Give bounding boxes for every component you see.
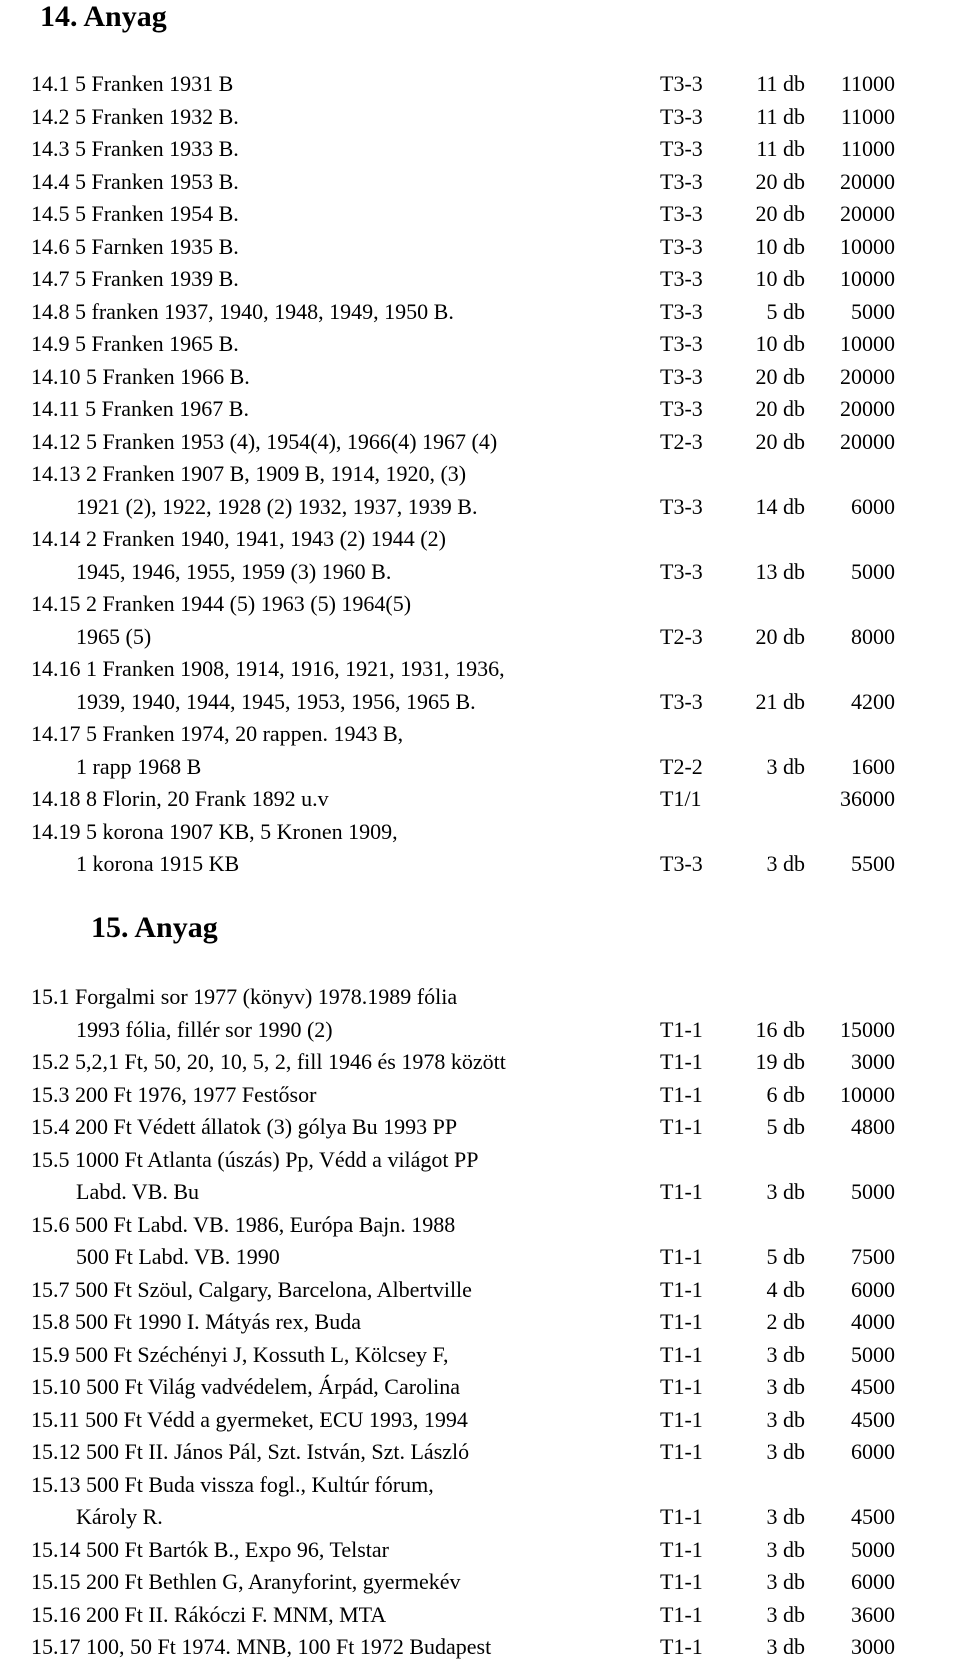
item-price: 4500 (851, 1374, 895, 1399)
item-description-continued: 1921 (2), 1922, 1928 (2) 1932, 1937, 1939 B. (76, 493, 478, 519)
list-item (0, 1274, 960, 1307)
item-price: 11000 (840, 136, 895, 161)
item-price: 4200 (851, 688, 895, 714)
item-price: 20000 (840, 168, 895, 194)
item-grade: T3-3 (660, 266, 703, 291)
item-description-continued: 1945, 1946, 1955, 1959 (3) 1960 B. (76, 558, 392, 584)
list-item (0, 653, 960, 718)
entry-line (0, 426, 960, 459)
item-description: 15.3 200 Ft 1976, 1977 Festősor (31, 1081, 317, 1107)
item-grade: T1-1 (660, 1081, 703, 1107)
item-price: 5000 (851, 558, 895, 584)
list-item (0, 1144, 960, 1209)
entry-line (0, 1469, 960, 1502)
entry-line (0, 1014, 960, 1047)
item-description: 14.18 8 Florin, 20 Frank 1892 u.v (31, 786, 329, 811)
item-quantity: 3 db (766, 1439, 805, 1464)
item-description: 15.11 500 Ft Védd a gyermeket, ECU 1993, 1994 (31, 1406, 468, 1432)
item-quantity: 10 db (755, 331, 805, 356)
item-price: 6000 (851, 1569, 895, 1594)
item-description-continued: 500 Ft Labd. VB. 1990 (76, 1244, 280, 1269)
item-price: 11000 (840, 71, 895, 96)
item-grade: T1-1 (660, 1341, 703, 1367)
item-grade: T1-1 (660, 1244, 703, 1269)
entry-line (0, 1306, 960, 1339)
item-quantity: 4 db (766, 1276, 805, 1302)
item-grade: T1-1 (660, 1309, 703, 1334)
item-quantity: 2 db (766, 1309, 805, 1334)
item-grade: T3-3 (660, 363, 703, 389)
entry-line (0, 718, 960, 751)
item-quantity: 5 db (766, 298, 805, 324)
item-description: 14.8 5 franken 1937, 1940, 1948, 1949, 1950 B. (31, 298, 454, 324)
item-description: 15.17 100, 50 Ft 1974. MNB, 100 Ft 1972 Budapest (31, 1634, 492, 1659)
item-price: 4500 (851, 1406, 895, 1432)
entry-line (0, 1534, 960, 1567)
item-quantity: 6 db (766, 1081, 805, 1107)
item-description: 15.9 500 Ft Széchényi J, Kossuth L, Kölcsey F, (31, 1341, 449, 1367)
list-item (0, 816, 960, 881)
item-grade: T3-3 (660, 168, 703, 194)
entry-line (0, 1599, 960, 1632)
item-quantity: 3 db (766, 753, 805, 779)
item-description: 14.12 5 Franken 1953 (4), 1954(4), 1966(4) 1967 (4) (31, 428, 498, 454)
list-item (0, 1046, 960, 1079)
entry-line (0, 393, 960, 426)
item-quantity: 14 db (755, 493, 805, 519)
entry-line (0, 328, 960, 361)
item-description: 14.10 5 Franken 1966 B. (31, 363, 250, 389)
entry-line (0, 1436, 960, 1469)
item-grade: T1-1 (660, 1504, 703, 1529)
entry-line (0, 556, 960, 589)
item-quantity: 3 db (766, 1341, 805, 1367)
item-quantity: 10 db (755, 233, 805, 259)
list-item (0, 1566, 960, 1599)
item-description: 15.15 200 Ft Bethlen G, Aranyforint, gyermekév (31, 1569, 461, 1594)
section-14-list (0, 68, 960, 881)
list-item (0, 68, 960, 101)
item-price: 8000 (851, 623, 895, 649)
item-grade: T1-1 (660, 1276, 703, 1302)
item-price: 7500 (851, 1244, 895, 1269)
item-quantity: 11 db (756, 71, 805, 96)
item-description-continued: Károly R. (76, 1504, 163, 1529)
entry-line (0, 981, 960, 1014)
entry-line (0, 491, 960, 524)
item-quantity: 3 db (766, 1406, 805, 1432)
entry-line (0, 133, 960, 166)
entry-line (0, 231, 960, 264)
item-description: 15.4 200 Ft Védett állatok (3) gólya Bu 1993 PP (31, 1114, 458, 1139)
list-item (0, 263, 960, 296)
item-grade: T1-1 (660, 1601, 703, 1627)
item-price: 10000 (840, 1081, 895, 1107)
entry-line (0, 198, 960, 231)
item-grade: T1-1 (660, 1406, 703, 1432)
list-item (0, 1631, 960, 1664)
item-price: 5000 (851, 1341, 895, 1367)
item-quantity: 11 db (756, 136, 805, 161)
item-price: 1600 (851, 753, 895, 779)
item-description: 15.1 Forgalmi sor 1977 (könyv) 1978.1989 fólia (31, 984, 458, 1009)
item-description-continued: 1965 (5) (76, 623, 152, 649)
item-description: 15.13 500 Ft Buda vissza fogl., Kultúr fórum, (31, 1471, 434, 1497)
item-description: 15.8 500 Ft 1990 I. Mátyás rex, Buda (31, 1309, 361, 1334)
item-quantity: 13 db (755, 558, 805, 584)
item-quantity: 10 db (755, 266, 805, 291)
item-grade: T1-1 (660, 1016, 703, 1042)
entry-line (0, 523, 960, 556)
item-price: 20000 (840, 201, 895, 226)
item-quantity: 3 db (766, 1504, 805, 1529)
item-description: 14.3 5 Franken 1933 B. (31, 136, 239, 161)
entry-line (0, 1176, 960, 1209)
item-quantity: 20 db (755, 428, 805, 454)
section-15-list (0, 981, 960, 1664)
item-grade: T3-3 (660, 103, 703, 129)
item-price: 5000 (851, 1536, 895, 1562)
item-grade: T3-3 (660, 298, 703, 324)
item-grade: T1-1 (660, 1114, 703, 1139)
entry-line (0, 588, 960, 621)
item-grade: T1-1 (660, 1179, 703, 1204)
item-price: 6000 (851, 1276, 895, 1302)
item-grade: T1-1 (660, 1374, 703, 1399)
list-item (0, 523, 960, 588)
entry-line (0, 458, 960, 491)
item-description-continued: Labd. VB. Bu (76, 1179, 200, 1204)
item-price: 3600 (851, 1601, 895, 1627)
list-item (0, 393, 960, 426)
item-grade: T3-3 (660, 688, 703, 714)
item-description: 14.13 2 Franken 1907 B, 1909 B, 1914, 1920, (3) (31, 461, 467, 486)
item-quantity: 16 db (755, 1016, 805, 1042)
item-description-continued: 1993 fólia, fillér sor 1990 (2) (76, 1016, 333, 1042)
item-description: 15.12 500 Ft II. János Pál, Szt. István, Szt. László (31, 1439, 470, 1464)
item-quantity: 3 db (766, 1569, 805, 1594)
item-description: 14.17 5 Franken 1974, 20 rappen. 1943 B, (31, 721, 404, 746)
list-item (0, 588, 960, 653)
entry-line (0, 1274, 960, 1307)
item-grade: T3-3 (660, 558, 703, 584)
entry-line (0, 1209, 960, 1242)
section-heading-14: 14. Anyag (40, 0, 167, 33)
item-quantity: 3 db (766, 1536, 805, 1562)
item-quantity: 20 db (755, 201, 805, 226)
item-quantity: 21 db (755, 688, 805, 714)
item-description: 15.10 500 Ft Világ vadvédelem, Árpád, Carolina (31, 1374, 461, 1399)
entry-line (0, 1371, 960, 1404)
list-item (0, 198, 960, 231)
item-description-continued: 1 rapp 1968 B (76, 753, 202, 779)
list-item (0, 981, 960, 1046)
list-item (0, 783, 960, 816)
entry-line (0, 296, 960, 329)
item-price: 4800 (851, 1114, 895, 1139)
item-grade: T3-3 (660, 201, 703, 226)
entry-line (0, 1079, 960, 1112)
item-description: 14.4 5 Franken 1953 B. (31, 168, 239, 194)
item-quantity: 11 db (756, 103, 805, 129)
item-price: 10000 (840, 331, 895, 356)
list-item (0, 231, 960, 264)
item-quantity: 20 db (755, 623, 805, 649)
item-price: 10000 (840, 233, 895, 259)
item-price: 20000 (840, 363, 895, 389)
item-price: 5000 (851, 1179, 895, 1204)
item-quantity: 3 db (766, 1179, 805, 1204)
list-item (0, 328, 960, 361)
entry-line (0, 1111, 960, 1144)
list-item (0, 1404, 960, 1437)
item-price: 20000 (840, 396, 895, 421)
entry-line (0, 783, 960, 816)
entry-line (0, 1404, 960, 1437)
item-quantity: 19 db (755, 1049, 805, 1074)
list-item (0, 426, 960, 459)
item-price: 5500 (851, 851, 895, 876)
list-item (0, 1306, 960, 1339)
list-item (0, 718, 960, 783)
item-price: 6000 (851, 493, 895, 519)
item-description: 14.11 5 Franken 1967 B. (31, 396, 249, 421)
item-grade: T1-1 (660, 1536, 703, 1562)
item-price: 20000 (840, 428, 895, 454)
item-quantity: 20 db (755, 168, 805, 194)
item-price: 15000 (840, 1016, 895, 1042)
list-item (0, 1469, 960, 1534)
item-price: 4000 (851, 1309, 895, 1334)
entry-line (0, 1241, 960, 1274)
item-grade: T1/1 (660, 786, 702, 811)
list-item (0, 166, 960, 199)
list-item (0, 296, 960, 329)
list-item (0, 1339, 960, 1372)
entry-line (0, 1501, 960, 1534)
item-description: 15.2 5,2,1 Ft, 50, 20, 10, 5, 2, fill 1946 és 1978 között (31, 1049, 506, 1074)
list-item (0, 1436, 960, 1469)
list-item (0, 1111, 960, 1144)
entry-line (0, 751, 960, 784)
entry-line (0, 621, 960, 654)
item-quantity: 3 db (766, 851, 805, 876)
item-quantity: 3 db (766, 1374, 805, 1399)
item-price: 36000 (840, 786, 895, 811)
entry-line (0, 653, 960, 686)
item-grade: T2-3 (660, 623, 703, 649)
item-description: 14.2 5 Franken 1932 B. (31, 103, 239, 129)
entry-line (0, 166, 960, 199)
entry-line (0, 1144, 960, 1177)
item-description: 14.16 1 Franken 1908, 1914, 1916, 1921, 1931, 1936, (31, 656, 505, 681)
item-description: 15.16 200 Ft II. Rákóczi F. MNM, MTA (31, 1601, 387, 1627)
item-description: 15.14 500 Ft Bartók B., Expo 96, Telstar (31, 1536, 389, 1562)
item-quantity: 3 db (766, 1601, 805, 1627)
item-price: 6000 (851, 1439, 895, 1464)
item-grade: T1-1 (660, 1569, 703, 1594)
item-grade: T3-3 (660, 396, 703, 421)
item-description: 15.6 500 Ft Labd. VB. 1986, Európa Bajn. 1988 (31, 1211, 456, 1237)
item-price: 10000 (840, 266, 895, 291)
item-price: 11000 (840, 103, 895, 129)
list-item (0, 458, 960, 523)
item-description: 14.9 5 Franken 1965 B. (31, 331, 239, 356)
item-description: 14.1 5 Franken 1931 B (31, 71, 234, 96)
item-description: 15.5 1000 Ft Atlanta (úszás) Pp, Védd a világot PP (31, 1146, 479, 1172)
section-heading-15: 15. Anyag (91, 911, 218, 944)
item-grade: T1-1 (660, 1634, 703, 1659)
item-grade: T3-3 (660, 493, 703, 519)
item-grade: T3-3 (660, 233, 703, 259)
item-quantity: 3 db (766, 1634, 805, 1659)
item-description: 14.7 5 Franken 1939 B. (31, 266, 239, 291)
item-price: 5000 (851, 298, 895, 324)
list-item (0, 101, 960, 134)
list-item (0, 1209, 960, 1274)
item-grade: T1-1 (660, 1439, 703, 1464)
entry-line (0, 1339, 960, 1372)
entry-line (0, 848, 960, 881)
item-price: 3000 (851, 1049, 895, 1074)
item-grade: T2-2 (660, 753, 703, 779)
item-description-continued: 1939, 1940, 1944, 1945, 1953, 1956, 1965 B. (76, 688, 476, 714)
item-grade: T2-3 (660, 428, 703, 454)
list-item (0, 1534, 960, 1567)
list-item (0, 133, 960, 166)
entry-line (0, 1046, 960, 1079)
entry-line (0, 1566, 960, 1599)
item-description: 15.7 500 Ft Szöul, Calgary, Barcelona, Albertville (31, 1276, 472, 1302)
entry-line (0, 686, 960, 719)
entry-line (0, 263, 960, 296)
item-description: 14.19 5 korona 1907 KB, 5 Kronen 1909, (31, 818, 398, 844)
item-grade: T3-3 (660, 851, 703, 876)
item-quantity: 5 db (766, 1114, 805, 1139)
item-description: 14.14 2 Franken 1940, 1941, 1943 (2) 1944 (2) (31, 526, 446, 551)
list-item (0, 1371, 960, 1404)
item-quantity: 20 db (755, 363, 805, 389)
item-grade: T3-3 (660, 331, 703, 356)
item-price: 4500 (851, 1504, 895, 1529)
item-price: 3000 (851, 1634, 895, 1659)
item-quantity: 20 db (755, 396, 805, 421)
list-item (0, 361, 960, 394)
item-description: 14.15 2 Franken 1944 (5) 1963 (5) 1964(5) (31, 591, 412, 616)
entry-line (0, 816, 960, 849)
entry-line (0, 101, 960, 134)
item-grade: T3-3 (660, 71, 703, 96)
item-description: 14.6 5 Farnken 1935 B. (31, 233, 239, 259)
entry-line (0, 68, 960, 101)
list-item (0, 1079, 960, 1112)
entry-line (0, 361, 960, 394)
entry-line (0, 1631, 960, 1664)
item-grade: T3-3 (660, 136, 703, 161)
item-quantity: 5 db (766, 1244, 805, 1269)
list-item (0, 1599, 960, 1632)
item-grade: T1-1 (660, 1049, 703, 1074)
item-description: 14.5 5 Franken 1954 B. (31, 201, 239, 226)
item-description-continued: 1 korona 1915 KB (76, 851, 240, 876)
